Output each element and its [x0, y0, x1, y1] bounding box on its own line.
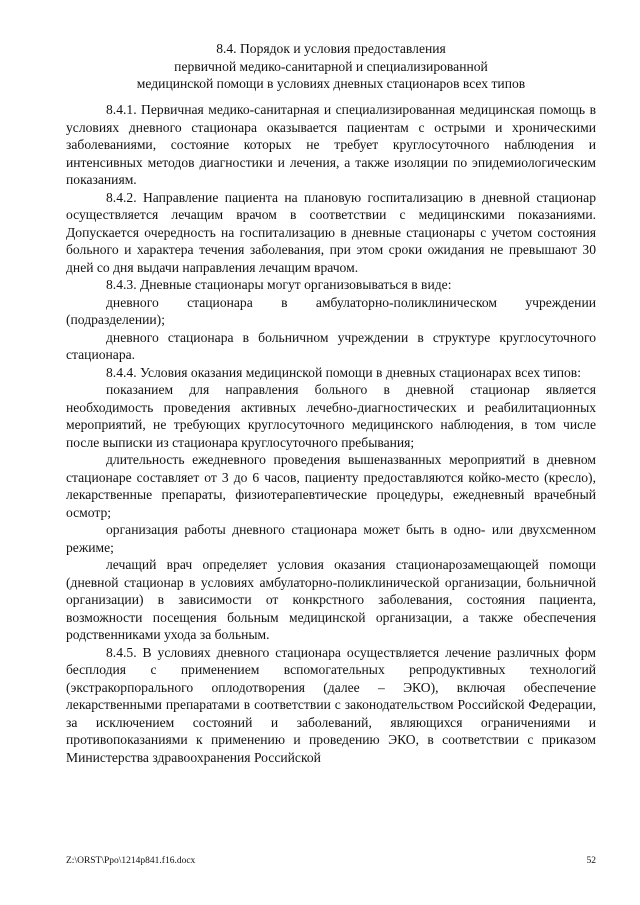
- condition-shifts: организация работы дневного стационара может быть в одно- или двухсменном режиме;: [66, 522, 596, 555]
- heading-line-1: 8.4. Порядок и условия предоставления: [216, 41, 446, 56]
- paragraph-8-4-1: 8.4.1. Первичная медико-санитарная и специализированная медицинская помощь в условиях дневного стационара оказывается пациентам с острыми и хроническими заболеваниями, состояние которых не требует круглосуточного наблюдения и интенсивных методов диагностики и лечения, а также изоляции по эпидемиологическим показаниям.: [66, 102, 596, 187]
- condition-physician: лечащий врач определяет условия оказания стационарозамещающей помощи (дневной стационар в условиях амбулаторно-поликлинической организации, больничной организации) в зависимости от конкрстного заболевания, состояния пациента, возможности посещения больным медицинской организации, а также обеспечения родственниками ухода за больным.: [66, 557, 596, 642]
- paragraph-8-4-4: 8.4.4. Условия оказания медицинской помощи в дневных стационарах всех типов:: [106, 364, 581, 380]
- page-footer: [66, 855, 596, 867]
- condition-duration: длительность ежедневного проведения вышеназванных мероприятий в дневном стационаре составляет от 3 до 6 часов, пациенту предоставляются койко-место (кресло), лекарственные препараты, физиотерапевтические процедуры, ежедневный врачебный осмотр;: [66, 452, 596, 520]
- heading-line-2: первичной медико-санитарной и специализированной: [174, 58, 488, 74]
- page-number: 52: [586, 856, 596, 866]
- list-item-hospital: дневного стационара в больничном учреждении в структуре круглосуточного стационара.: [66, 329, 596, 362]
- paragraph-8-4-3: 8.4.3. Дневные стационары могут организовываться в виде:: [106, 277, 452, 292]
- paragraph-8-4-2: 8.4.2. Направление пациента на плановую госпитализацию в дневной стационар осуществляется лечащим врачом в соответствии с медицинскими показаниями. Допускается очередность на госпитализацию в дневные стационары с учетом состояния больного и характера течения заболевания, при этом сроки ожидания не превышают 30 дней со дня выдачи направления лечащим врачом.: [66, 189, 596, 275]
- footer-file-path: Z:\ORST\Ppo\1214p841.f16.docx: [66, 856, 196, 866]
- heading-line-3: медицинской помощи в условиях дневных стационаров всех типов: [136, 76, 526, 91]
- section-heading: [66, 40, 596, 93]
- paragraph-8-4-5: 8.4.5. В условиях дневного стационара осуществляется лечение различных форм бесплодия с применением вспомогательных репродуктивных технологий (экстракорпорального оплодотворения (далее – ЭКО), включая обеспечение лекарственными препаратами в соответствии с законодательством Российской Федерации, за исключением состояний и заболеваний, являющихся ограничениями и противопоказаниями к применению и проведению ЭКО, в соответствии с приказом Министерства здравоохранения Российской: [66, 644, 596, 765]
- condition-indication: показанием для направления больного в дневной стационар является необходимость проведения активных лечебно-диагностических и реабилитационных мероприятий, не требующих круглосуточного медицинского наблюдения, в том числе после выписки из стационара круглосуточного пребывания;: [66, 382, 596, 450]
- list-item-ambulatory: дневного стационара в амбулаторно-поликлиническом учреждении (подразделении);: [66, 294, 596, 327]
- document-body: [66, 101, 596, 766]
